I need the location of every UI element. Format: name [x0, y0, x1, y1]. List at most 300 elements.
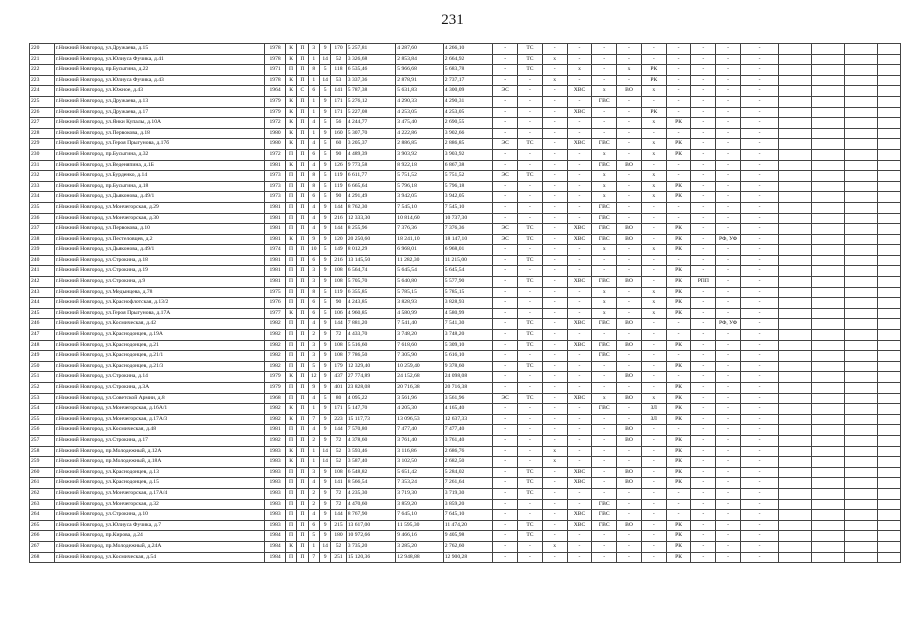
table-cell: - — [542, 245, 567, 256]
table-cell: РК — [666, 287, 691, 298]
table-cell: - — [542, 298, 567, 309]
table-cell: - — [493, 372, 518, 383]
table-cell: 9 — [319, 372, 330, 383]
table-cell: - — [542, 65, 567, 76]
empty-cell — [845, 404, 878, 415]
table-cell: 171 — [331, 107, 346, 118]
table-cell: 6 — [308, 520, 319, 531]
table-cell: 3 859,20 — [396, 499, 443, 510]
table-cell: 5 751,52 — [396, 171, 443, 182]
table-row — [30, 457, 901, 468]
table-cell: ВО — [617, 435, 642, 446]
table-cell: 251 — [331, 552, 346, 563]
table-cell: - — [518, 308, 543, 319]
table-cell: РК — [666, 340, 691, 351]
table-row — [30, 340, 901, 351]
table-cell: 1973 — [265, 181, 286, 192]
table-cell: 10 737,30 — [443, 213, 493, 224]
table-cell: 245 — [30, 308, 55, 319]
table-cell: 8 — [308, 287, 319, 298]
table-cell: - — [691, 425, 716, 436]
table-cell: 6 968,01 — [443, 245, 493, 256]
table-cell: - — [641, 478, 666, 489]
table-cell: 108 — [331, 266, 346, 277]
table-cell: 5 284,02 — [443, 467, 493, 478]
table-cell: - — [542, 96, 567, 107]
table-cell: 3 942,05 — [396, 192, 443, 203]
table-cell: П — [285, 425, 296, 436]
table-cell: 401 — [331, 383, 346, 394]
table-cell: РК — [666, 234, 691, 245]
table-cell: г.Нижний Новгород, ул.Дружаева, д.15 — [54, 44, 265, 55]
table-row — [30, 160, 901, 171]
empty-cell — [845, 457, 878, 468]
table-cell: 7 545,10 — [396, 202, 443, 213]
table-cell: - — [493, 520, 518, 531]
table-cell: - — [691, 372, 716, 383]
table-cell: - — [716, 531, 741, 542]
table-cell: - — [518, 552, 543, 563]
table-cell: 10 259,40 — [396, 361, 443, 372]
table-cell: 3 — [308, 44, 319, 55]
table-cell: 1979 — [265, 372, 286, 383]
table-cell: - — [493, 277, 518, 288]
empty-cell — [845, 224, 878, 235]
table-cell: - — [641, 552, 666, 563]
table-cell: - — [542, 552, 567, 563]
table-cell: - — [716, 372, 741, 383]
table-cell: РК — [666, 181, 691, 192]
table-cell: 226 — [30, 107, 55, 118]
empty-cell — [779, 457, 812, 468]
table-cell: 7 376,36 — [396, 224, 443, 235]
table-cell: 72 — [331, 330, 346, 341]
table-cell: - — [716, 425, 741, 436]
table-cell: 5 645,54 — [443, 266, 493, 277]
table-cell: 7 477,40 — [443, 425, 493, 436]
table-cell: П — [297, 510, 308, 521]
empty-cell — [779, 181, 812, 192]
table-cell: ТС — [518, 171, 543, 182]
table-cell: - — [716, 171, 741, 182]
table-cell: - — [542, 171, 567, 182]
table-cell: К — [285, 96, 296, 107]
table-cell: - — [542, 277, 567, 288]
table-cell: - — [518, 372, 543, 383]
table-cell: 4 489,39 — [346, 149, 396, 160]
empty-cell — [878, 86, 901, 97]
table-cell: - — [592, 65, 617, 76]
table-cell: - — [691, 319, 716, 330]
table-cell: 72 — [331, 499, 346, 510]
table-cell: 4 095,22 — [346, 393, 396, 404]
table-cell: 2 — [308, 499, 319, 510]
table-cell: 4 222,86 — [396, 128, 443, 139]
table-cell: - — [493, 499, 518, 510]
empty-cell — [779, 435, 812, 446]
table-row — [30, 277, 901, 288]
table-cell: 267 — [30, 541, 55, 552]
table-cell: ХВС — [567, 478, 592, 489]
table-row — [30, 510, 901, 521]
table-cell: 9 378,60 — [443, 361, 493, 372]
table-cell: 5 796,18 — [396, 181, 443, 192]
table-cell: - — [617, 149, 642, 160]
empty-cell — [878, 75, 901, 86]
table-cell: - — [716, 435, 741, 446]
table-cell: 5 785,15 — [396, 287, 443, 298]
empty-cell — [878, 107, 901, 118]
table-cell: 1975 — [265, 287, 286, 298]
table-cell: 1982 — [265, 330, 286, 341]
table-cell: 9 — [319, 425, 330, 436]
table-cell: 4 253,05 — [396, 107, 443, 118]
empty-cell — [878, 478, 901, 489]
table-cell: - — [493, 361, 518, 372]
table-cell: г.Нижний Новгород, ул.Космическая, д.54 — [54, 552, 265, 563]
table-cell: 1983 — [265, 520, 286, 531]
table-cell: 8 566,54 — [346, 478, 396, 489]
table-cell: 5 616,10 — [443, 351, 493, 362]
table-cell: г.Нижний Новгород, ул.Дьяконова, д.49/1 — [54, 245, 265, 256]
table-cell: ГВС — [592, 510, 617, 521]
table-cell: ТС — [518, 255, 543, 266]
table-cell: - — [666, 65, 691, 76]
table-cell: П — [297, 277, 308, 288]
table-cell: - — [691, 298, 716, 309]
table-cell: ВО — [617, 478, 642, 489]
table-cell: г.Нижний Новгород, пр.Бусыгина, д.22 — [54, 65, 265, 76]
table-cell: ЭС — [493, 224, 518, 235]
table-cell: - — [617, 192, 642, 203]
table-cell: 9 — [319, 224, 330, 235]
table-cell: - — [716, 383, 741, 394]
table-cell: г.Нижний Новгород, ул.Строкина, д.17 — [54, 435, 265, 446]
table-cell: - — [641, 340, 666, 351]
table-cell: П — [285, 393, 296, 404]
empty-cell — [779, 245, 812, 256]
table-cell: 10 814,60 — [396, 213, 443, 224]
table-cell: - — [567, 160, 592, 171]
table-cell: 9 — [319, 213, 330, 224]
table-cell: г.Нижний Новгород, ул.Героя Прыгунова, д.17б — [54, 139, 265, 150]
table-cell: - — [641, 54, 666, 65]
table-cell: г.Нижний Новгород, ул.Юлиуса Фучика, д.41 — [54, 54, 265, 65]
empty-cell — [878, 234, 901, 245]
table-cell: - — [567, 128, 592, 139]
table-cell: 8 762,30 — [346, 202, 396, 213]
table-cell: 3 475,40 — [396, 118, 443, 129]
table-cell: П — [285, 488, 296, 499]
table-cell: 12 — [308, 372, 319, 383]
table-cell: П — [297, 478, 308, 489]
table-cell: П — [297, 213, 308, 224]
table-cell: П — [297, 202, 308, 213]
table-cell: 4 291,49 — [346, 192, 396, 203]
empty-cell — [845, 287, 878, 298]
table-cell: 5 — [319, 171, 330, 182]
table-cell: - — [518, 149, 543, 160]
table-cell: 4 165,40 — [443, 404, 493, 415]
table-cell: - — [740, 404, 778, 415]
table-cell: 90 — [331, 298, 346, 309]
table-cell: 6 535,46 — [346, 65, 396, 76]
table-cell: - — [493, 383, 518, 394]
table-cell: - — [691, 128, 716, 139]
empty-cell — [812, 139, 845, 150]
table-cell: - — [567, 255, 592, 266]
empty-cell — [812, 266, 845, 277]
empty-cell — [845, 118, 878, 129]
table-cell: - — [666, 255, 691, 266]
table-cell: К — [285, 457, 296, 468]
table-cell: - — [493, 255, 518, 266]
table-cell: 14 — [319, 541, 330, 552]
table-cell: - — [518, 404, 543, 415]
table-cell: 1979 — [265, 107, 286, 118]
table-cell: - — [691, 383, 716, 394]
table-cell: 9 — [308, 234, 319, 245]
table-cell: 5 — [319, 287, 330, 298]
table-cell: 6 564,74 — [346, 266, 396, 277]
table-cell: - — [716, 457, 741, 468]
table-cell: - — [518, 351, 543, 362]
empty-cell — [812, 192, 845, 203]
table-cell: 8 767,90 — [346, 510, 396, 521]
table-cell: - — [666, 44, 691, 55]
empty-cell — [878, 287, 901, 298]
empty-cell — [779, 96, 812, 107]
table-cell: - — [666, 510, 691, 521]
empty-cell — [878, 128, 901, 139]
table-cell: 5 640,80 — [396, 277, 443, 288]
table-cell: - — [740, 65, 778, 76]
table-cell: - — [493, 308, 518, 319]
table-cell: ХВС — [567, 510, 592, 521]
table-cell: - — [691, 478, 716, 489]
table-cell: - — [716, 181, 741, 192]
table-cell: 1981 — [265, 160, 286, 171]
table-cell: 9 — [319, 340, 330, 351]
table-cell: - — [493, 330, 518, 341]
table-cell: - — [518, 107, 543, 118]
table-cell: П — [285, 330, 296, 341]
table-cell: 4 266,10 — [443, 44, 493, 55]
table-cell: 144 — [331, 202, 346, 213]
table-cell: 9 — [319, 351, 330, 362]
empty-cell — [878, 266, 901, 277]
table-cell: - — [592, 383, 617, 394]
table-cell: П — [297, 499, 308, 510]
table-cell: 1978 — [265, 54, 286, 65]
table-cell: - — [691, 96, 716, 107]
table-cell: - — [716, 351, 741, 362]
page-number: 231 — [441, 12, 464, 28]
table-cell: 5 — [319, 308, 330, 319]
table-cell: х — [617, 65, 642, 76]
table-cell: 11 282,30 — [396, 255, 443, 266]
table-cell: - — [641, 435, 666, 446]
table-cell: 3 593,46 — [346, 446, 396, 457]
table-cell: ТС — [518, 319, 543, 330]
table-cell: - — [617, 499, 642, 510]
table-cell: 237 — [30, 224, 55, 235]
empty-cell — [812, 245, 845, 256]
table-cell: 1981 — [265, 202, 286, 213]
table-cell: П — [297, 160, 308, 171]
table-cell: х — [641, 287, 666, 298]
table-cell: г.Нижний Новгород, ул.Юлиуса Фучика, д.7 — [54, 520, 265, 531]
table-cell: 6 — [308, 308, 319, 319]
table-cell: 6 — [308, 298, 319, 309]
table-cell: 3 761,40 — [443, 435, 493, 446]
table-cell: ХВС — [567, 86, 592, 97]
table-row — [30, 255, 901, 266]
empty-cell — [878, 54, 901, 65]
table-cell: ВО — [617, 520, 642, 531]
table-cell: 239 — [30, 245, 55, 256]
table-cell: РК — [666, 266, 691, 277]
table-row — [30, 234, 901, 245]
table-cell: х — [542, 54, 567, 65]
table-cell: 1983 — [265, 446, 286, 457]
table-cell: - — [716, 160, 741, 171]
table-cell: ТС — [518, 361, 543, 372]
table-cell: 258 — [30, 446, 55, 457]
table-cell: - — [666, 75, 691, 86]
table-cell: - — [740, 457, 778, 468]
table-cell: - — [567, 414, 592, 425]
table-cell: - — [691, 171, 716, 182]
table-cell: 11 474,20 — [443, 520, 493, 531]
table-cell: - — [493, 128, 518, 139]
table-cell: П — [297, 467, 308, 478]
empty-cell — [779, 499, 812, 510]
empty-cell — [779, 478, 812, 489]
table-cell: РК — [666, 361, 691, 372]
table-cell: - — [617, 213, 642, 224]
table-cell: 9 — [319, 234, 330, 245]
empty-cell — [845, 531, 878, 542]
table-cell: П — [285, 361, 296, 372]
empty-cell — [812, 361, 845, 372]
table-cell: - — [740, 425, 778, 436]
table-cell: ГВС — [592, 224, 617, 235]
table-cell: ГВС — [592, 351, 617, 362]
table-cell: ТС — [518, 478, 543, 489]
table-cell: - — [493, 340, 518, 351]
table-cell: 9 — [319, 383, 330, 394]
table-cell: 52 — [331, 54, 346, 65]
table-cell: - — [542, 128, 567, 139]
table-cell: ГВС — [592, 340, 617, 351]
table-cell: - — [740, 181, 778, 192]
table-cell: г.Нижний Новгород, пр.Кирова, д.24 — [54, 531, 265, 542]
table-cell: - — [518, 181, 543, 192]
table-cell: ТС — [518, 488, 543, 499]
empty-cell — [878, 224, 901, 235]
table-cell: - — [493, 552, 518, 563]
table-cell: - — [567, 298, 592, 309]
table-cell: П — [285, 287, 296, 298]
table-cell: 9 — [319, 319, 330, 330]
empty-cell — [878, 457, 901, 468]
table-row — [30, 361, 901, 372]
table-cell: - — [493, 245, 518, 256]
table-cell: - — [666, 319, 691, 330]
table-cell: г.Нижний Новгород, ул.Южное, д.43 — [54, 86, 265, 97]
table-cell: 1978 — [265, 44, 286, 55]
table-cell: х — [641, 308, 666, 319]
table-cell: г.Нижний Новгород, пр.Бусыгина, д.18 — [54, 181, 265, 192]
table-cell: - — [592, 330, 617, 341]
table-cell: х — [592, 287, 617, 298]
table-cell: - — [691, 414, 716, 425]
table-cell: 5 651,42 — [396, 467, 443, 478]
table-cell: - — [493, 457, 518, 468]
table-cell: - — [567, 541, 592, 552]
table-cell: 3 205,37 — [346, 139, 396, 150]
table-cell: г.Нижний Новгород, ул.Дружаева, д.17 — [54, 107, 265, 118]
table-cell: П — [297, 319, 308, 330]
table-cell: 3 859,20 — [443, 499, 493, 510]
table-cell: - — [740, 287, 778, 298]
table-cell: - — [567, 118, 592, 129]
table-cell: - — [592, 372, 617, 383]
table-cell: г.Нижний Новгород, ул.Краснодонцев, д.21 — [54, 340, 265, 351]
table-cell: - — [641, 319, 666, 330]
empty-cell — [845, 488, 878, 499]
table-cell: - — [716, 467, 741, 478]
table-cell: 119 — [331, 181, 346, 192]
table-cell: 1980 — [265, 128, 286, 139]
table-cell: - — [740, 213, 778, 224]
table-cell: - — [691, 149, 716, 160]
table-cell: - — [716, 510, 741, 521]
empty-cell — [845, 160, 878, 171]
table-cell: 257 — [30, 435, 55, 446]
table-cell: - — [567, 351, 592, 362]
table-cell: - — [592, 266, 617, 277]
table-cell: 7 376,36 — [443, 224, 493, 235]
table-cell: - — [592, 425, 617, 436]
empty-cell — [779, 520, 812, 531]
table-cell: - — [567, 149, 592, 160]
table-cell: 3 — [308, 266, 319, 277]
table-cell: РК — [666, 414, 691, 425]
table-cell: 1 — [308, 404, 319, 415]
table-cell: - — [716, 192, 741, 203]
empty-cell — [845, 96, 878, 107]
empty-cell — [878, 340, 901, 351]
empty-cell — [779, 44, 812, 55]
table-cell: - — [691, 330, 716, 341]
table-cell: 243 — [30, 287, 55, 298]
table-cell: 5 — [308, 361, 319, 372]
table-cell: - — [740, 277, 778, 288]
table-row — [30, 181, 901, 192]
table-cell: - — [666, 86, 691, 97]
empty-cell — [845, 54, 878, 65]
table-cell: ГВС — [592, 404, 617, 415]
table-cell: - — [542, 383, 567, 394]
table-cell: - — [666, 330, 691, 341]
table-cell: - — [716, 266, 741, 277]
table-cell: - — [542, 202, 567, 213]
empty-cell — [812, 531, 845, 542]
table-cell: - — [617, 44, 642, 55]
table-cell: г.Нижний Новгород, пр.Молодежный, д.24А — [54, 541, 265, 552]
